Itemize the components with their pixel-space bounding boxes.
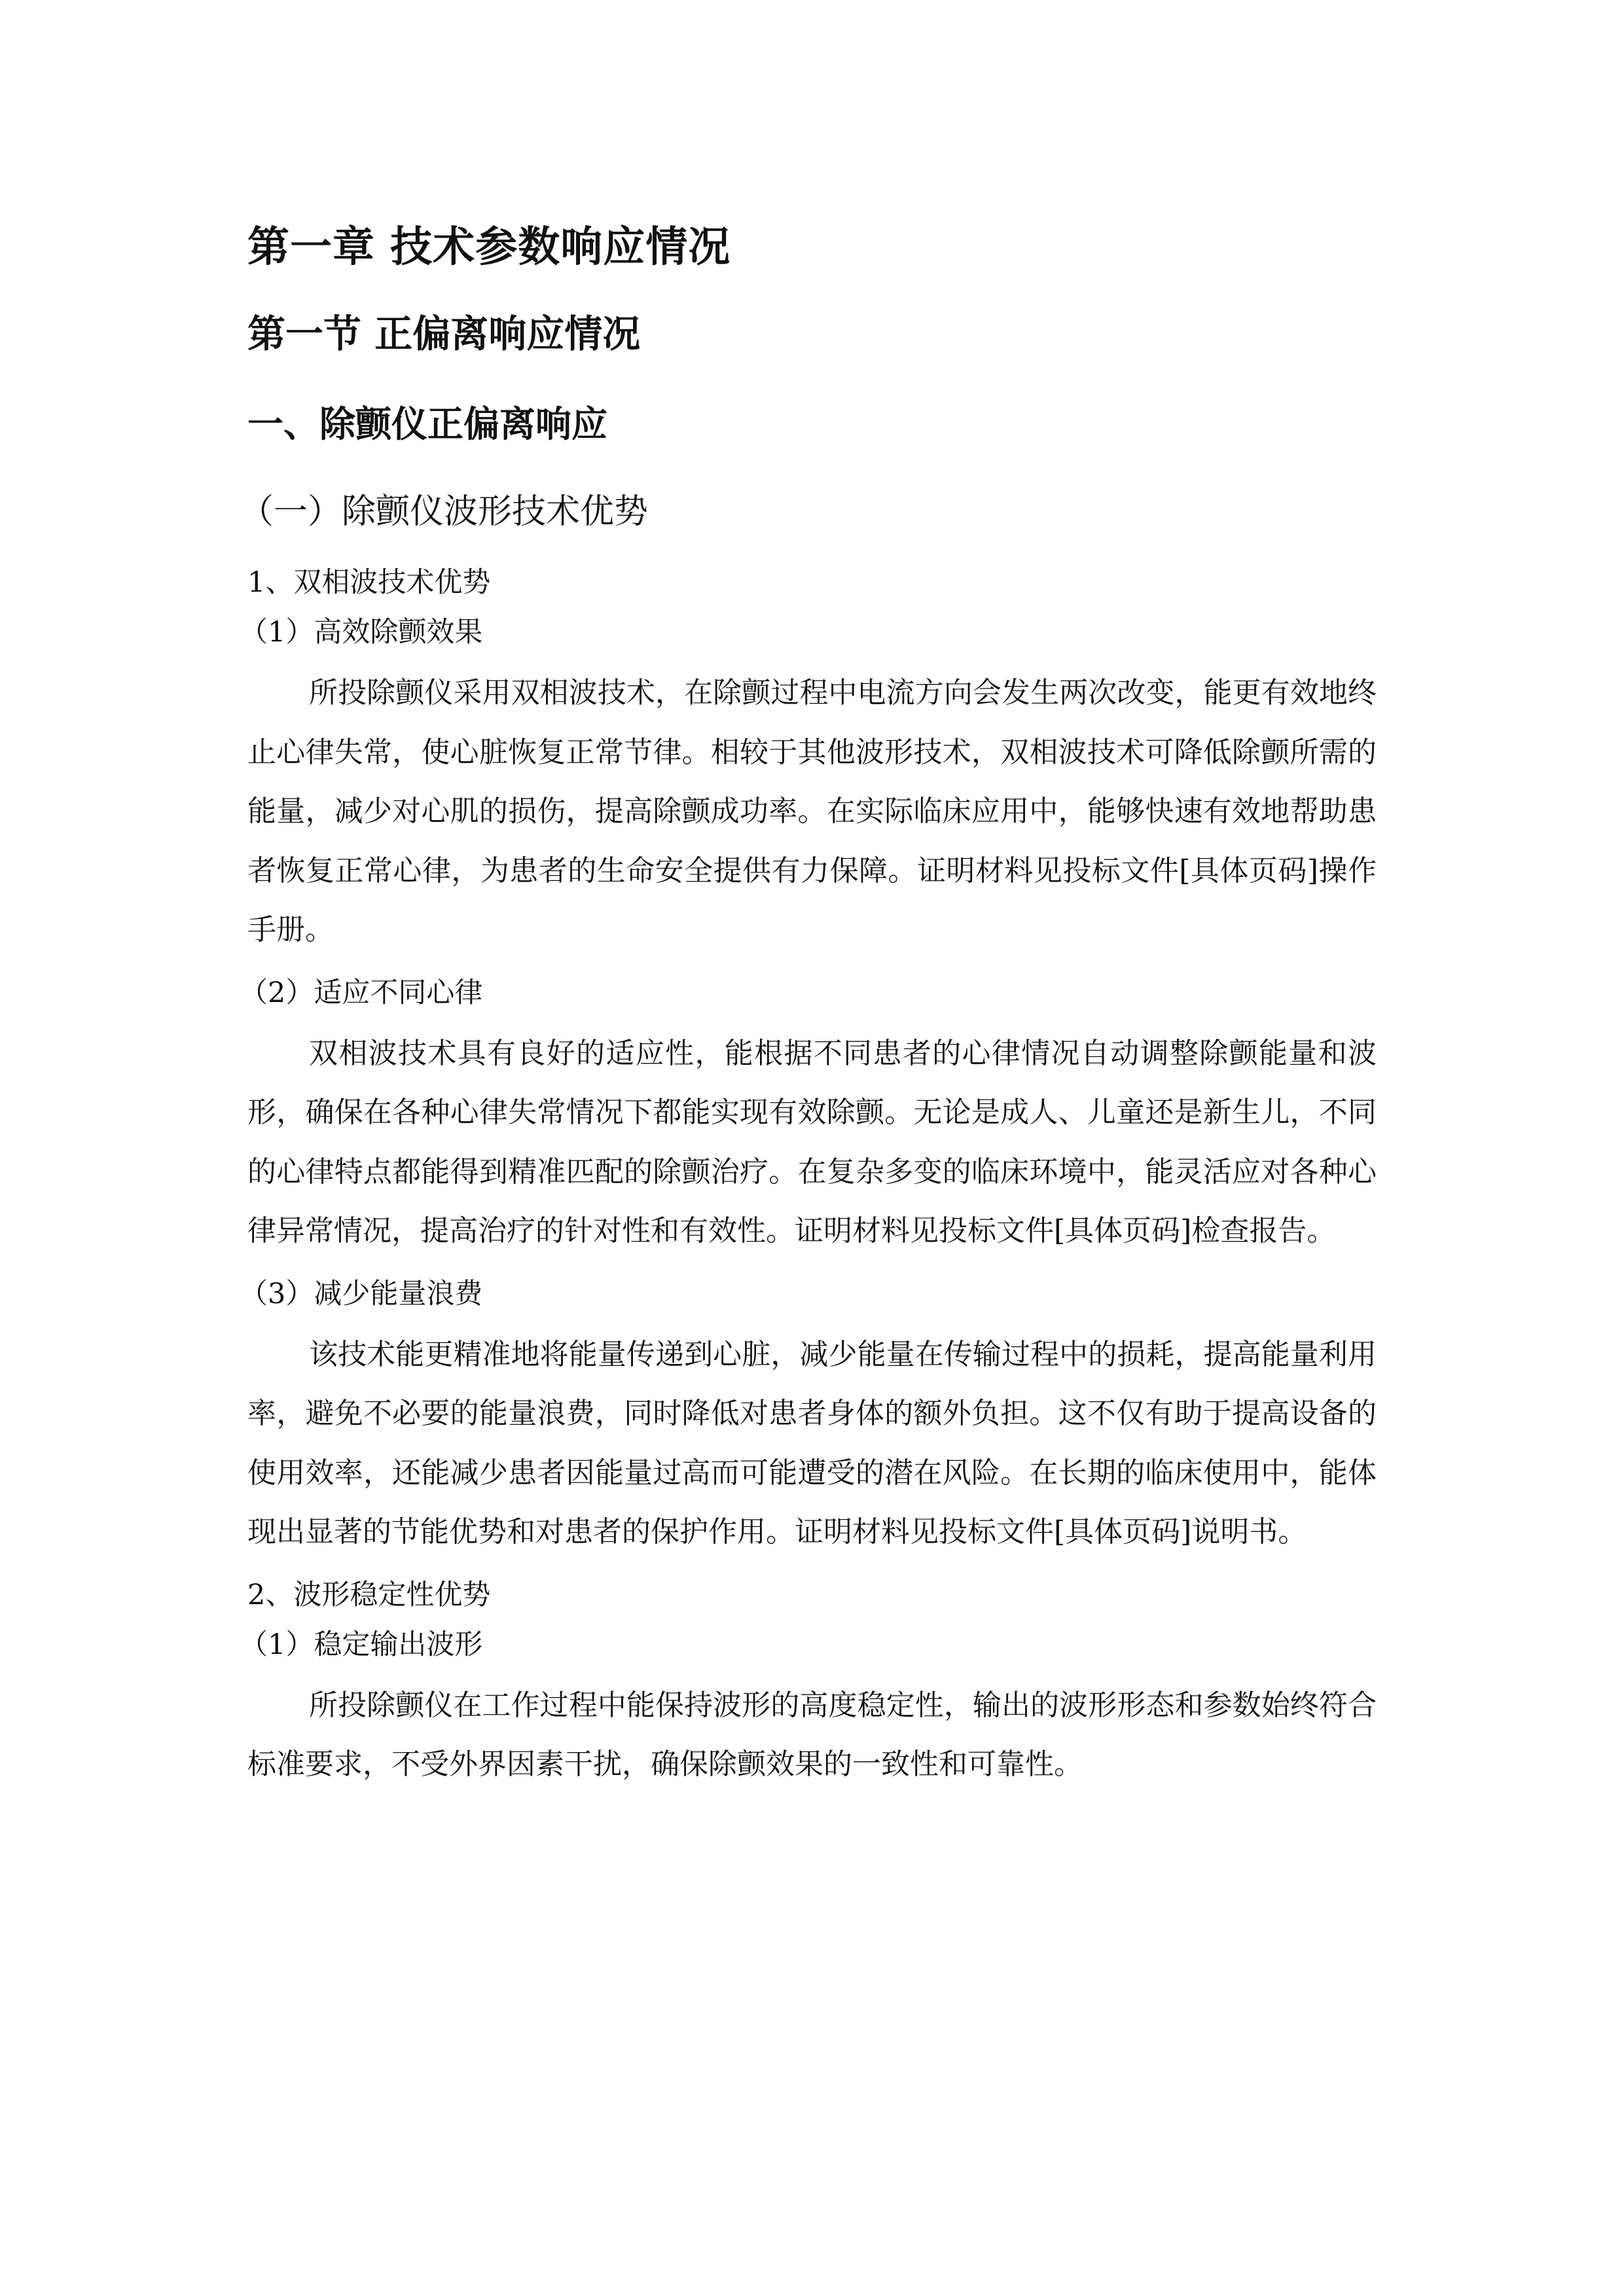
- chapter-title: 第一章 技术参数响应情况: [247, 223, 731, 272]
- body-paragraph: 所投除颤仪采用双相波技术，在除颤过程中电流方向会发生两次改变，能更有效地终止心律失常，使心脏恢复正常节律。相较于其他波形技术，双相波技术可降低除颤所需的能量，减少对心肌的损伤，提高除颤成功率。在实际临床应用中，能够快速有效地帮助患者恢复正常心律，为患者的生命安全提供有力保障。证明材料见投标文件[具体页码]操作手册。: [247, 676, 1377, 946]
- item-heading: 2、波形稳定性优势: [247, 1578, 491, 1611]
- sub-heading: （1）高效除颤效果: [240, 616, 483, 649]
- sub-heading: （2）适应不同心律: [240, 976, 483, 1009]
- part-title: （一）除颤仪波形技术优势: [240, 492, 649, 531]
- item-heading: 1、双相波技术优势: [247, 566, 491, 599]
- sub-heading: （1）稳定输出波形: [240, 1628, 483, 1661]
- body-paragraph: 所投除颤仪在工作过程中能保持波形的高度稳定性，输出的波形形态和参数始终符合标准要求，不受外界因素干扰，确保除颤效果的一致性和可靠性。: [247, 1688, 1377, 1781]
- document-page: [240, 196, 1377, 1803]
- section-title: 第一节 正偏离响应情况: [247, 312, 641, 356]
- sub-heading: （3）减少能量浪费: [240, 1277, 483, 1310]
- subsection-title: 一、除颤仪正偏离响应: [247, 403, 608, 445]
- body-paragraph: 双相波技术具有良好的适应性，能根据不同患者的心律情况自动调整除颤能量和波形，确保在各种心律失常情况下都能实现有效除颤。无论是成人、儿童还是新生儿，不同的心律特点都能得到精准匹配的除颤治疗。在复杂多变的临床环境中，能灵活应对各种心律异常情况，提高治疗的针对性和有效性。证明材料见投标文件[具体页码]检查报告。: [247, 1036, 1377, 1247]
- body-paragraph: 该技术能更精准地将能量传递到心脏，减少能量在传输过程中的损耗，提高能量利用率，避免不必要的能量浪费，同时降低对患者身体的额外负担。这不仅有助于提高设备的使用效率，还能减少患者因能量过高而可能遭受的潜在风险。在长期的临床使用中，能体现出显著的节能优势和对患者的保护作用。证明材料见投标文件[具体页码]说明书。: [247, 1337, 1377, 1549]
